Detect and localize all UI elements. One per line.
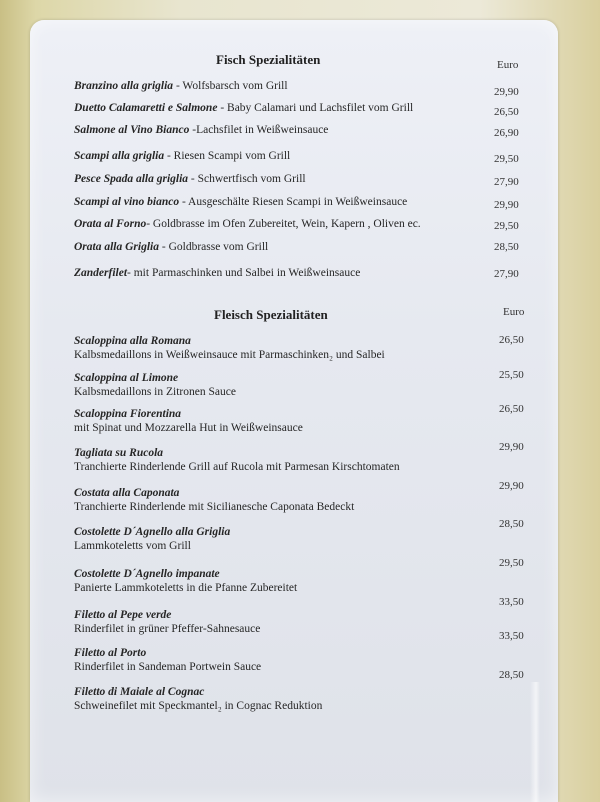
dish-description: Tranchierte Rinderlende mit Sicilianesche Caponata Bedeckt <box>74 501 355 513</box>
meat-section-title: Fleisch Spezialitäten <box>214 307 328 322</box>
dish-name: Salmone al Vino Bianco <box>74 124 190 136</box>
dish-description: - Goldbrasse im Ofen Zubereitet, Wein, Kapern , Oliven ec. <box>146 218 421 230</box>
fish-item <box>74 173 534 193</box>
dish-description: mit Spinat und Mozzarella Hut in Weißweinsauce <box>74 422 303 434</box>
dish-description: - Schwertfisch vom Grill <box>188 173 306 185</box>
dish-price: 29,50 <box>499 557 524 569</box>
dish-description: - Riesen Scampi vom Grill <box>164 150 291 162</box>
dish-description: Tranchierte Rinderlende Grill auf Rucola mit Parmesan Kirschtomaten <box>74 461 400 473</box>
dish-price: 29,90 <box>499 480 524 492</box>
dish-name: Orata al Forno <box>74 218 147 230</box>
fish-currency-header: Euro <box>497 59 519 71</box>
dish-description: Panierte Lammkoteletts in die Pfanne Zubereitet <box>74 582 298 594</box>
dish-name: Scaloppina al Limone <box>74 372 179 384</box>
dish-description: - Baby Calamari und Lachsfilet vom Grill <box>217 102 414 114</box>
dish-price: 26,90 <box>494 127 519 139</box>
dish-description: - Ausgeschälte Riesen Scampi in Weißweinsauce <box>179 196 408 208</box>
dish-price: 29,50 <box>494 153 519 165</box>
dish-description: Kalbsmedaillons in Zitronen Sauce <box>74 386 236 398</box>
dish-name: Filetto al Pepe verde <box>74 609 172 621</box>
dish-price: 28,50 <box>499 518 524 530</box>
dish-description: - mit Parmaschinken und Salbei in Weißweinsauce <box>127 267 361 279</box>
fish-item <box>74 218 534 238</box>
fish-item <box>74 196 534 216</box>
dish-price: 27,90 <box>494 176 519 188</box>
meat-item <box>74 518 534 560</box>
dish-price: 27,90 <box>494 268 519 280</box>
dish-name: Costolette D´Agnello impanate <box>74 568 220 580</box>
fish-item <box>74 267 534 287</box>
meat-item <box>74 630 534 681</box>
dish-description: - Goldbrasse vom Grill <box>158 241 269 253</box>
dish-name: Filetto al Porto <box>74 647 147 659</box>
dish-name: Orata alla Griglia <box>74 241 159 253</box>
dish-description: Schweinefilet mit Speckmantel₂ in Cognac Reduktion <box>74 700 323 712</box>
dish-price: 33,50 <box>499 630 524 642</box>
meat-item <box>74 480 534 521</box>
dish-name: Scaloppina Fiorentina <box>74 408 182 420</box>
dish-description: Kalbsmedaillons in Weißweinsauce mit Parmaschinken₂ und Salbei <box>74 349 385 361</box>
meat-item <box>74 369 534 406</box>
dish-description: - Wolfsbarsch vom Grill <box>173 80 288 92</box>
meat-item <box>74 557 534 602</box>
dish-name: Zanderfilet <box>74 267 128 279</box>
dish-description: Lammkoteletts vom Grill <box>74 540 191 552</box>
dish-name: Scampi alla griglia <box>74 150 165 162</box>
fish-item <box>74 124 534 144</box>
meat-currency-header: Euro <box>503 306 525 318</box>
meat-item <box>74 335 534 369</box>
dish-description: Rinderfilet in grüner Pfeffer-Sahnesauce <box>74 623 261 635</box>
dish-name: Scaloppina alla Romana <box>74 335 191 347</box>
dish-description: -Lachsfilet in Weißweinsauce <box>189 124 329 136</box>
dish-price: 29,90 <box>494 199 519 211</box>
dish-name: Pesce Spada alla griglia <box>74 173 189 185</box>
dish-name: Filetto di Maiale al Cognac <box>74 686 205 698</box>
dish-price: 28,50 <box>494 241 519 253</box>
dish-price: 29,50 <box>494 220 519 232</box>
meat-item <box>74 441 534 481</box>
meat-item <box>74 669 534 720</box>
dish-price: 29,90 <box>499 441 524 453</box>
dish-price: 33,50 <box>499 596 524 608</box>
meat-item <box>74 596 534 643</box>
dish-price: 26,50 <box>499 403 524 415</box>
dish-description: Rinderfilet in Sandeman Portwein Sauce <box>74 661 262 673</box>
fish-item <box>74 241 534 261</box>
dish-name: Scampi al vino bianco <box>74 196 180 208</box>
dish-name: Branzino alla griglia <box>74 80 174 92</box>
dish-name: Costata alla Caponata <box>74 487 180 499</box>
dish-name: Tagliata su Rucola <box>74 447 164 459</box>
meat-item <box>74 403 534 442</box>
dish-name: Duetto Calamaretti e Salmone <box>74 102 218 114</box>
dish-price: 29,90 <box>494 86 519 98</box>
fish-section-title: Fisch Spezialitäten <box>216 52 321 67</box>
dish-price: 26,50 <box>494 106 519 118</box>
dish-price: 28,50 <box>499 669 524 681</box>
dish-price: 25,50 <box>499 369 524 381</box>
fish-item <box>74 80 534 100</box>
dish-price: 26,50 <box>499 334 524 346</box>
dish-name: Costolette D´Agnello alla Griglia <box>74 526 231 538</box>
fish-item <box>74 102 534 122</box>
fish-item <box>74 150 534 170</box>
